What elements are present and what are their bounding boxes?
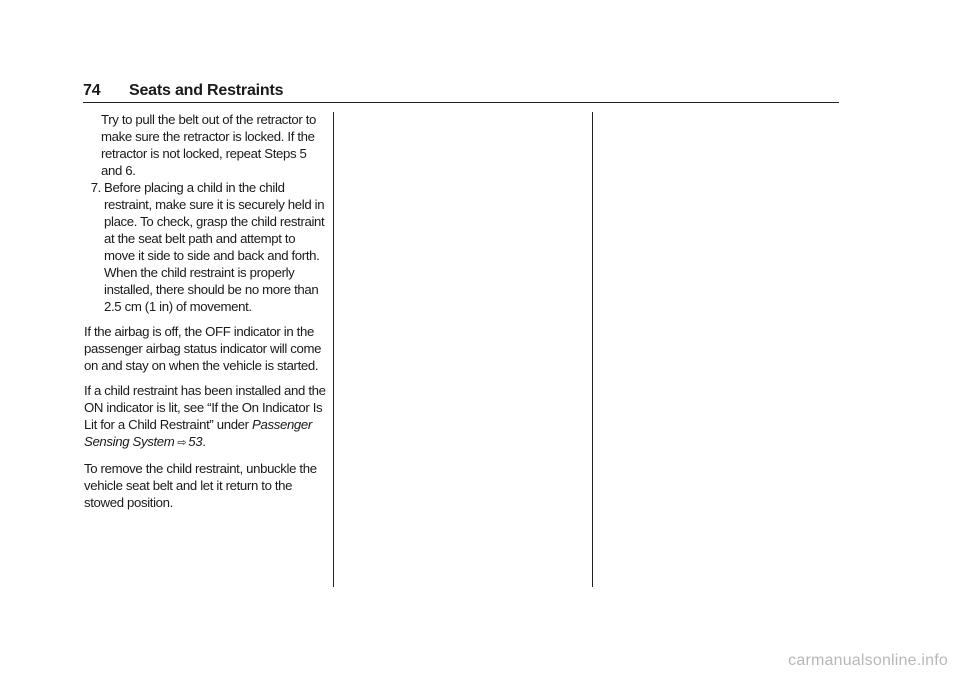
text-column <box>84 111 327 511</box>
paragraph-text: If a child restraint has been installed and the ON indicator is lit, see “If the On Indicator Is Lit for a Child Restraint” under <box>84 383 326 432</box>
step-text: Before placing a child in the child restraint, make sure it is securely held in place. To check, grasp the child restraint at the seat belt path and attempt to move it side to side and back and forth. When the child restraint is properly installed, there should be no more than 2.5 cm (1 in) of movement. <box>104 180 325 314</box>
column-divider-right <box>592 112 593 587</box>
page-header <box>83 82 839 104</box>
cross-reference-link[interactable]: Passenger Sensing System <box>84 417 312 449</box>
header-rule <box>83 102 839 103</box>
paragraph-on-indicator <box>84 382 327 452</box>
column-divider-left <box>333 112 334 587</box>
continued-step-text: Try to pull the belt out of the retractor to make sure the retractor is locked. If the retractor is not locked, repeat Steps 5 and 6. <box>101 112 317 178</box>
page-reference-arrow-icon: ⇨ <box>177 437 187 449</box>
step-item <box>84 179 327 315</box>
page-number: 74 <box>83 82 101 99</box>
paragraph-airbag-off: If the airbag is off, the OFF indicator in the passenger airbag status indicator will come on and stay on when the vehicle is started. <box>84 324 322 373</box>
page-reference-number[interactable]: 53 <box>188 434 203 449</box>
sentence-end: . <box>202 434 206 449</box>
watermark: carmanualsonline.info <box>788 652 948 669</box>
section-title: Seats and Restraints <box>129 82 284 99</box>
paragraph-remove-restraint: To remove the child restraint, unbuckle the vehicle seat belt and let it return to the stowed position. <box>84 461 317 510</box>
step-number: 7. <box>90 180 101 195</box>
